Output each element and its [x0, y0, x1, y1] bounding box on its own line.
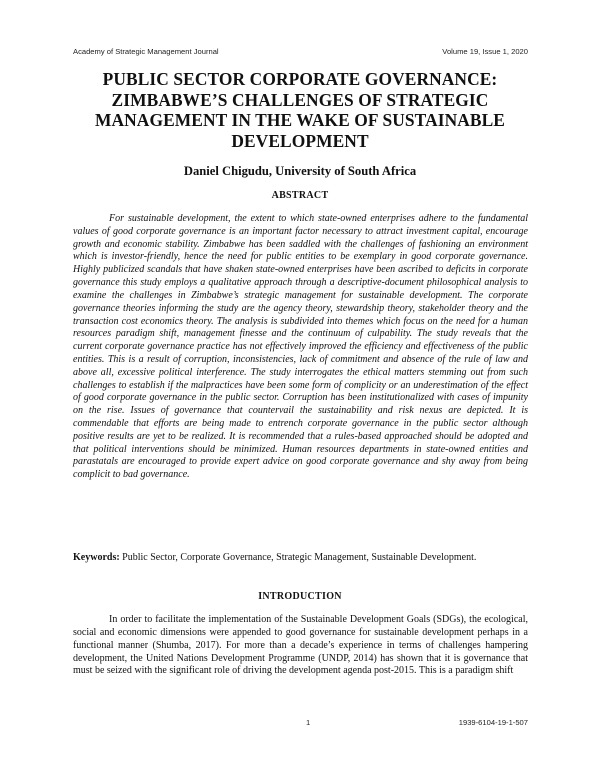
abstract-text: For sustainable development, the extent to which state-owned enterprises adhere to the fundamental values of good corporate governance is an important factor necessary to attract investment capital, encourage growth and economic stability. Zimbabwe has been saddled with the challenges of fashioning an environment which is investor-friendly, hence the need for public entities to be exemplary in good corporate governance. Highly publicized scandals that have shaken state-owned enterprises have been ascribed to deficits in corporate governance this study employs a qualitative approach through a descriptive-document philosophical analysis to examine the challenges in Zimbabwe’s strategic management for sustainable development. The corporate governance theories informing the study are the agency theory, stewardship theory, stakeholder theory and the transaction cost economics theory. The analysis is subdivided into themes which focus on the need for a human resources paradigm shift, management finesse and the continuum of culpability. The study reveals that the current corporate governance practice has not effectively improved the efficiency and effectiveness of the public entities. This is a result of corruption, inconsistencies, lack of commitment and absence of the rule of law and above all, excessive political interference. The study interrogates the ethical matters stemming out from such challenges to establish if the malpractices have been some form of complicity or an underestimation of the effect of good corporate governance in the public sector. Corruption has been institutionalized with cases of impunity on the rise. Issues of governance that countervail the sustainability and risk nexus are depicted. It is commendable that efforts are being made to entrench corporate governance in the public sector although positive results are yet to be realized. It is recommended that a rules-based approached should be adopted and that political interventions should be minimized. Human resources departments in state-owned entities and parastatals are encouraged to provide expert advice on good corporate governance and shy away from being complicit to bad governance. [73, 213, 528, 481]
keywords-label: Keywords: [73, 552, 120, 563]
abstract-heading: ABSTRACT [271, 190, 329, 201]
title-line-4: DEVELOPMENT [231, 130, 369, 151]
journal-name: Academy of Strategic Management Journal [73, 47, 219, 56]
volume-issue: Volume 19, Issue 1, 2020 [442, 47, 528, 56]
article-id: 1939-6104-19-1-507 [458, 718, 528, 727]
introduction-heading: INTRODUCTION [258, 591, 342, 602]
author-line: Daniel Chigudu, University of South Africa [183, 164, 417, 178]
paper-title [70, 69, 530, 151]
title-line-3: MANAGEMENT IN THE WAKE OF SUSTAINABLE [94, 110, 506, 130]
page-number: 1 [306, 718, 311, 727]
title-line-1: PUBLIC SECTOR CORPORATE GOVERNANCE: [102, 69, 498, 89]
title-line-2: ZIMBABWE’S CHALLENGES OF STRATEGIC [111, 89, 489, 110]
keywords-text: Public Sector, Corporate Governance, Strategic Management, Sustainable Development. [122, 552, 477, 563]
introduction-text: In order to facilitate the implementation of the Sustainable Development Goals (SDGs), the ecological, social and economic dimensions were appended to good governance for sustainable development perhaps in a functional manner (Shumba, 2017). For more than a decade’s experience in terms of challenges hampering development, the United Nations Development Programme (UNDP, 2014) has shown that it is governance that must be seized with the significant role of driving the development agenda post-2015. This is a paradigm shift [73, 614, 528, 677]
keywords [73, 552, 528, 565]
